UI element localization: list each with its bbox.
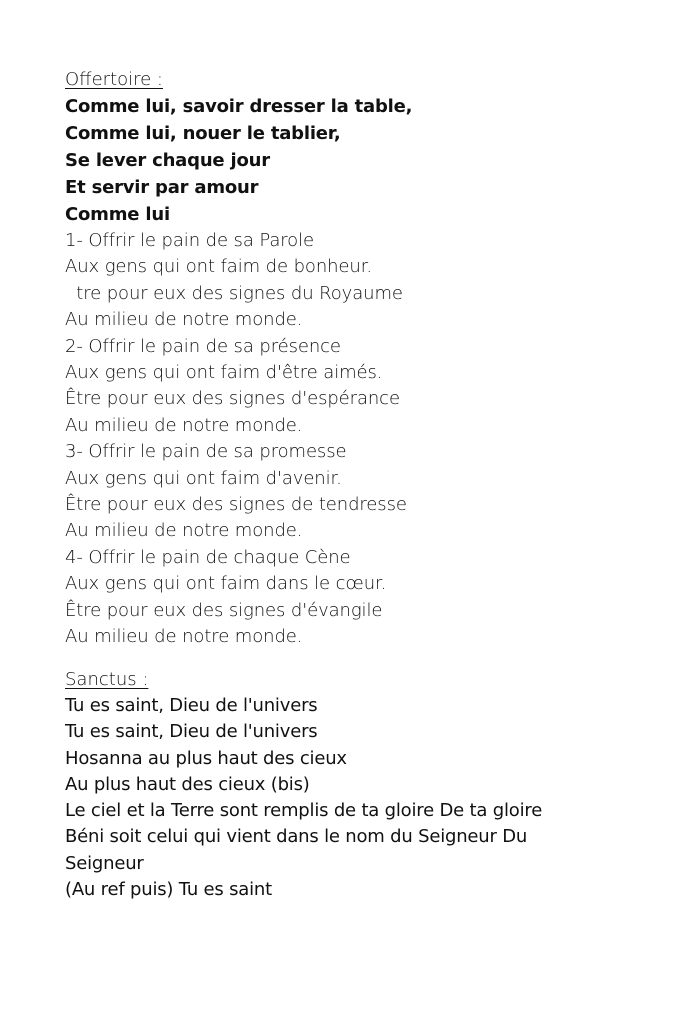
verse-line: Aux gens qui ont faim dans le cœur. <box>65 573 387 595</box>
verse-line: 3- Offrir le pain de sa promesse <box>65 441 347 463</box>
verse-line: Être pour eux des signes d'évangile <box>65 599 383 621</box>
sanctus-section <box>65 666 655 903</box>
offertoire-section <box>65 66 655 651</box>
verse-line: Aux gens qui ont faim d'avenir. <box>65 467 342 489</box>
offertoire-heading: Offertoire : <box>65 69 163 90</box>
sanctus-line: Le ciel et la Terre sont remplis de ta gloire De ta gloire <box>65 800 543 822</box>
sanctus-line: Tu es saint, Dieu de l'univers <box>65 695 318 716</box>
refrain-line: Et servir par amour <box>65 177 259 198</box>
refrain-line: Se lever chaque jour <box>65 150 270 171</box>
verse-line: 4- Offrir le pain de chaque Cène <box>65 546 351 568</box>
refrain-line: Comme lui, nouer le tablier, <box>65 123 341 144</box>
verse-line: Au milieu de notre monde. <box>65 626 303 648</box>
sanctus-line: (Au ref puis) Tu es saint <box>65 879 273 901</box>
sanctus-heading: Sanctus : <box>65 669 149 690</box>
sanctus-line: Seigneur <box>65 852 144 874</box>
verse-line: Au milieu de notre monde. <box>65 414 303 436</box>
verse-line: Aux gens qui ont faim de bonheur. <box>65 256 372 278</box>
verse-line: Aux gens qui ont faim d'être aimés. <box>65 362 383 384</box>
verse-line: 2- Offrir le pain de sa présence <box>65 335 341 357</box>
sanctus-line: Au plus haut des cieux (bis) <box>65 773 310 795</box>
verse-line: Être pour eux des signes d'espérance <box>65 388 400 410</box>
verse-line: Être pour eux des signes de tendresse <box>65 494 407 516</box>
sanctus-line: Tu es saint, Dieu de l'univers <box>65 721 318 743</box>
refrain-line: Comme lui <box>65 204 170 225</box>
sanctus-line: Hosanna au plus haut des cieux <box>65 747 347 769</box>
offertoire-verses <box>65 228 655 651</box>
refrain-line: Comme lui, savoir dresser la table, <box>65 96 413 117</box>
verse-line: Au milieu de notre monde. <box>65 520 303 542</box>
verse-line: tre pour eux des signes du Royaume <box>65 282 403 304</box>
verse-line: 1- Offrir le pain de sa Parole <box>65 230 314 251</box>
sanctus-line: Béni soit celui qui vient dans le nom du Seigneur Du <box>65 826 528 848</box>
verse-line: Au milieu de notre monde. <box>65 309 303 331</box>
offertoire-refrain <box>65 93 655 228</box>
